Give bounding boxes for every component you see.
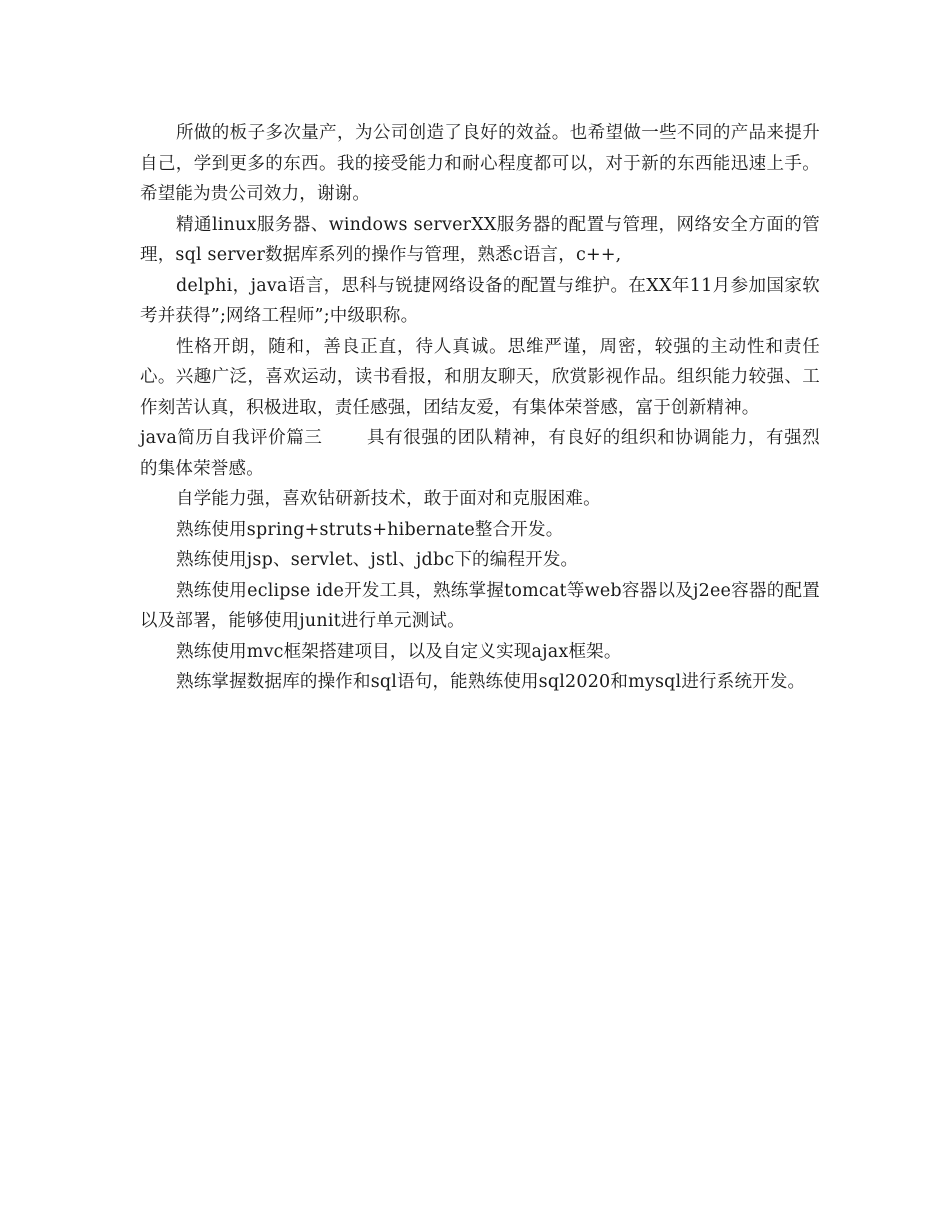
section-heading: java简历自我评价篇三 bbox=[140, 428, 323, 448]
list-item-self-learning: 自学能力强，喜欢钻研新技术，敢于面对和克服困难。 bbox=[176, 489, 601, 509]
paragraph-languages-certification: delphi，java语言，思科与锐捷网络设备的配置与维护。在XX年11月参加国家软考并获得”;网络工程师”;中级职称。 bbox=[140, 275, 820, 326]
paragraph-personality: 性格开朗，随和，善良正直，待人真诚。思维严谨，周密，较强的主动性和责任心。兴趣广泛，喜欢运动，读书看报，和朋友聊天，欣赏影视作品。组织能力较强、工作刻苦认真，积极进取，责任感强，团结友爱，有集体荣誉感，富于创新精神。 bbox=[140, 336, 820, 418]
list-item-ssh-framework: 熟练使用spring+struts+hibernate整合开发。 bbox=[176, 519, 564, 540]
list-item-eclipse-tomcat: 熟练使用eclipse ide开发工具，熟练掌握tomcat等web容器以及j2ee容器的配置以及部署，能够使用junit进行单元测试。 bbox=[140, 580, 820, 631]
paragraph-project-experience: 所做的板子多次量产，为公司创造了良好的效益。也希望做一些不同的产品来提升自己，学到更多的东西。我的接受能力和耐心程度都可以，对于新的东西能迅速上手。希望能为贵公司效力，谢谢。 bbox=[140, 123, 820, 204]
section-three-paragraph bbox=[140, 423, 820, 484]
section-first-text: 具有很强的团队精神，有良好的组织和协调能力，有强烈的集体荣誉感。 bbox=[140, 428, 820, 479]
document-body bbox=[140, 118, 820, 698]
paragraph-server-skills: 精通linux服务器、windows serverXX服务器的配置与管理，网络安全方面的管理，sql server数据库系列的操作与管理，熟悉c语言，c++, bbox=[140, 214, 820, 265]
list-item-mvc-ajax: 熟练使用mvc框架搭建项目，以及自定义实现ajax框架。 bbox=[176, 641, 622, 662]
list-item-jsp-servlet: 熟练使用jsp、servlet、jstl、jdbc下的编程开发。 bbox=[176, 550, 579, 570]
list-item-database-sql: 熟练掌握数据库的操作和sql语句，能熟练使用sql2020和mysql进行系统开发。 bbox=[176, 672, 806, 692]
